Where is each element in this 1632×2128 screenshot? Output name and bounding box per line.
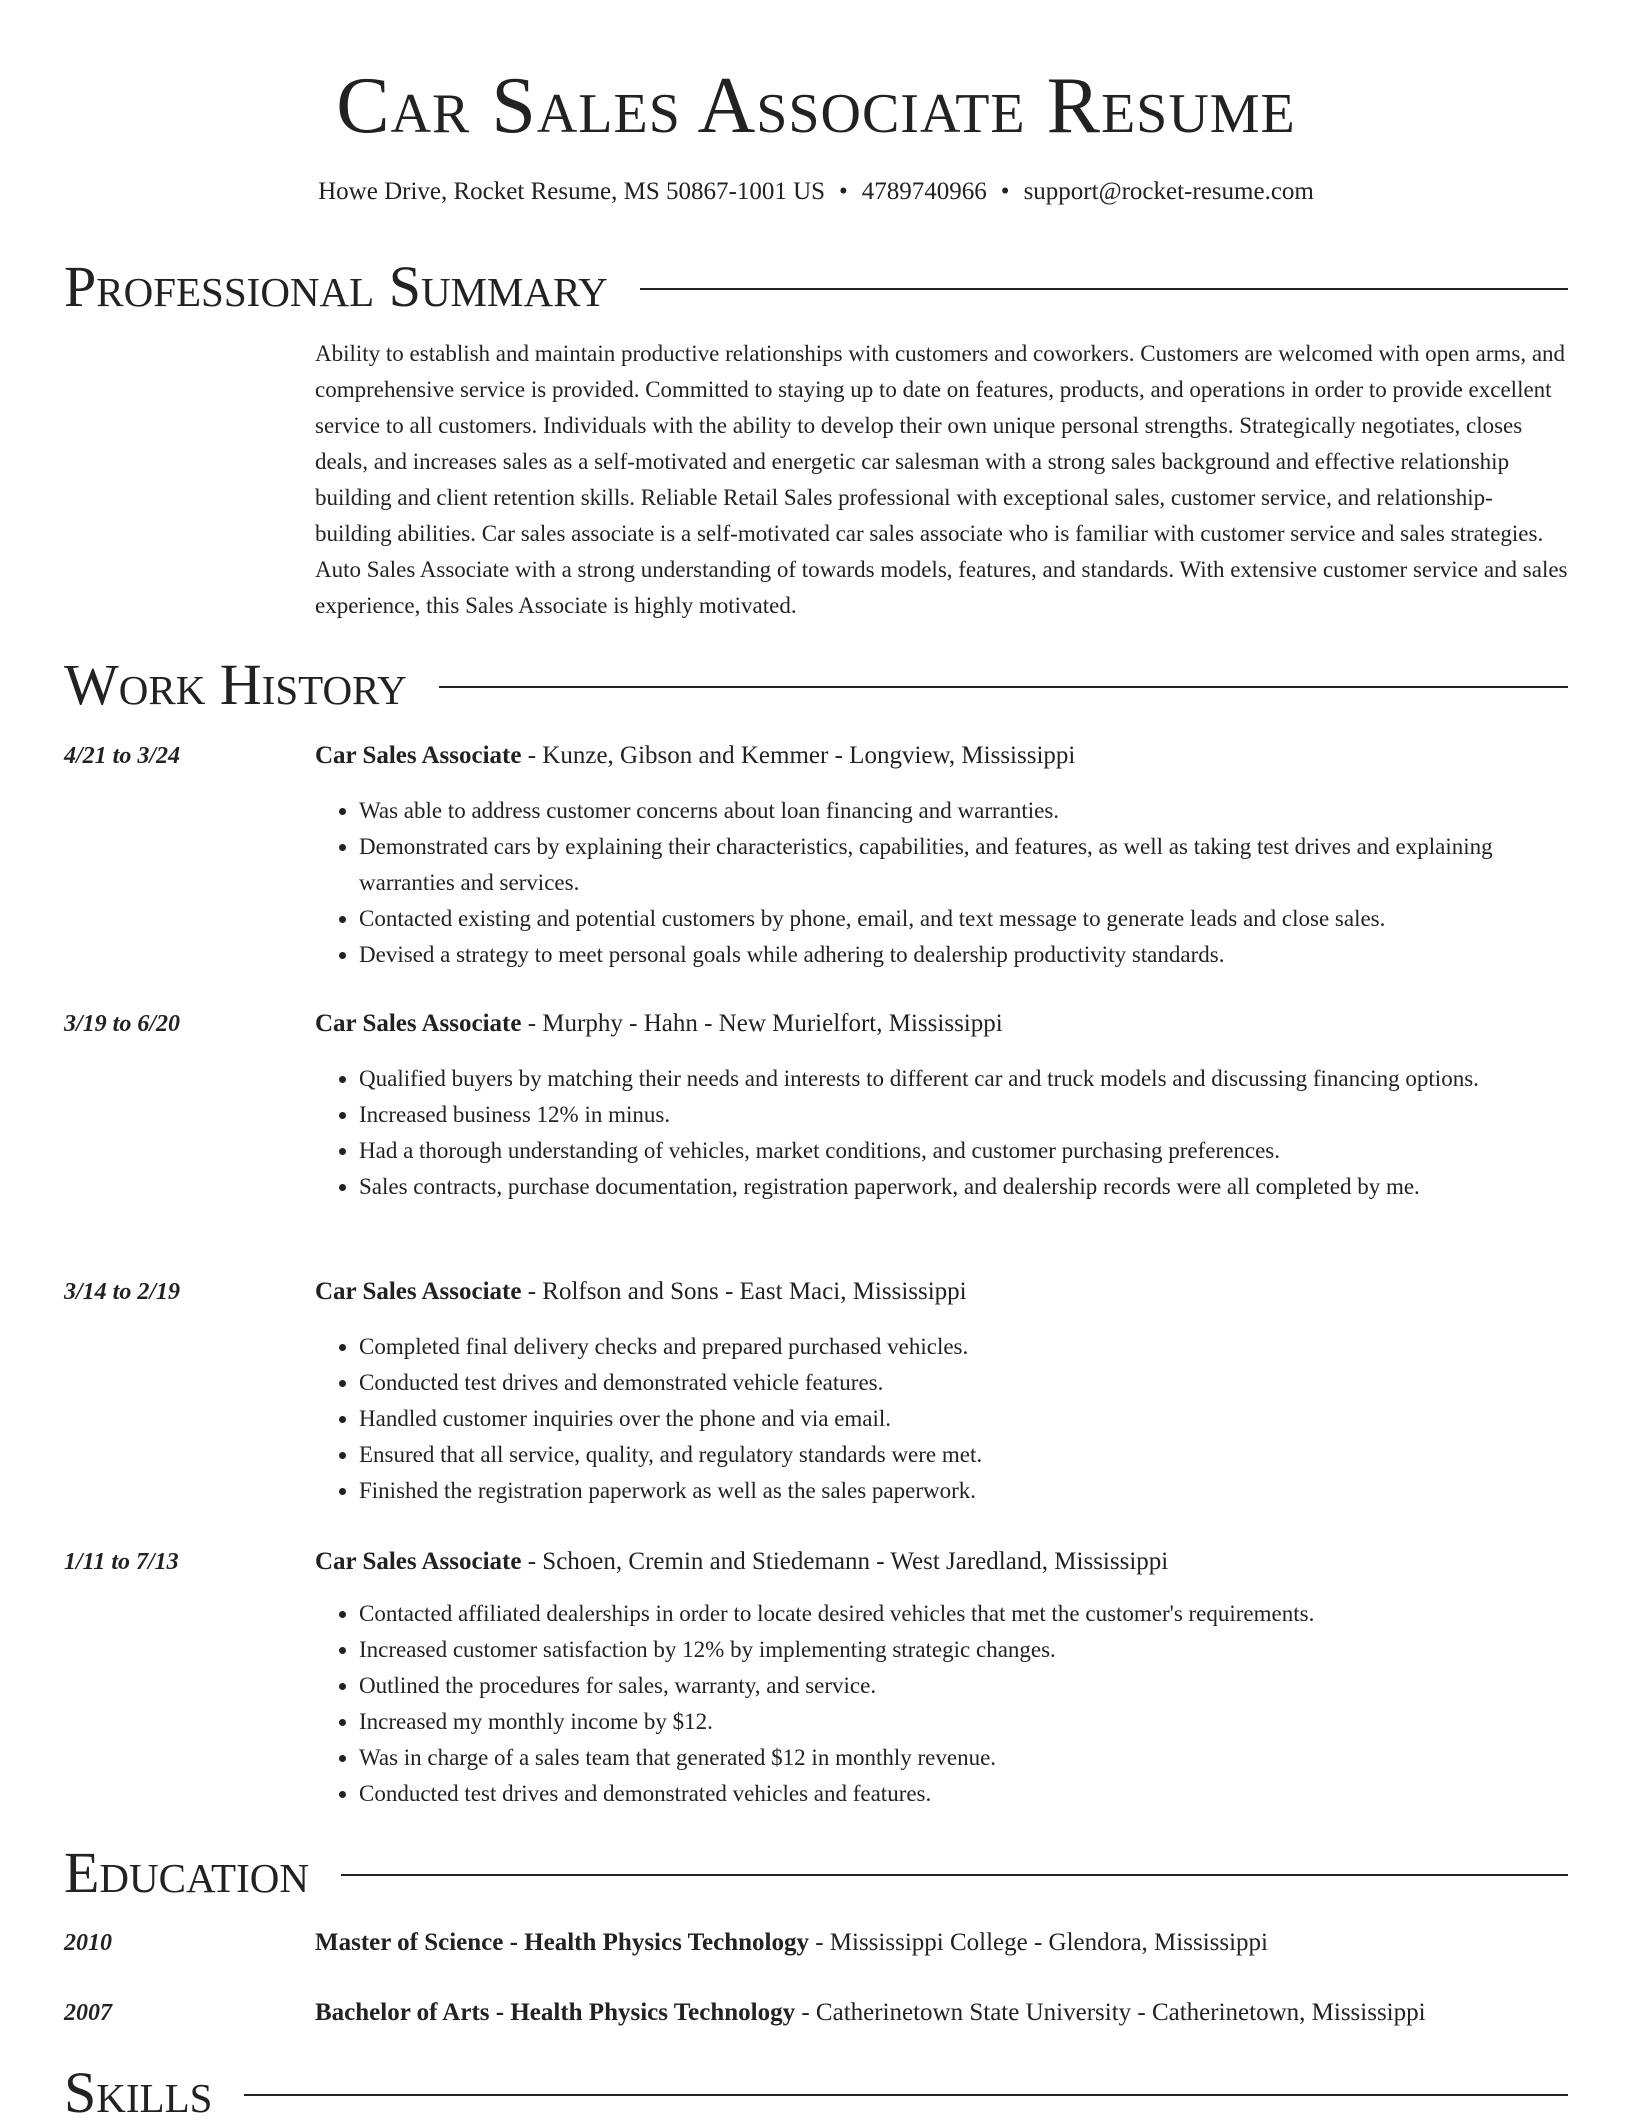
section-title-skills: Skills	[64, 2060, 213, 2125]
job-heading	[315, 1544, 1168, 1580]
job-bullet: • Demonstrated cars by explaining their characteristics, capabilities, and features, as well as taking test drives and explaining warranties and services.	[359, 829, 1568, 901]
job-bullet: • Had a thorough understanding of vehicles, market conditions, and customer purchasing preferences.	[359, 1133, 1568, 1169]
job-employer: - Murphy - Hahn - New Murielfort, Mississippi	[521, 1010, 1003, 1037]
job-heading	[315, 1274, 967, 1310]
job-bullet: • Handled customer inquiries over the phone and via email.	[359, 1401, 1568, 1437]
job-bullets	[315, 1061, 1568, 1205]
contact-email[interactable]: support@rocket-resume.com	[1023, 178, 1314, 205]
job-bullet: • Increased customer satisfaction by 12% by implementing strategic changes.	[359, 1632, 1568, 1668]
job-bullet: • Finished the registration paperwork as well as the sales paperwork.	[359, 1473, 1568, 1509]
job-bullet: • Contacted existing and potential customers by phone, email, and text message to generate leads and close sales.	[359, 901, 1568, 937]
section-header-skills	[64, 2058, 1568, 2128]
job-bullet: • Completed final delivery checks and prepared purchased vehicles.	[359, 1329, 1568, 1365]
job-employer: - Rolfson and Sons - East Maci, Mississippi	[521, 1278, 967, 1305]
contact-separator: •	[839, 178, 848, 205]
job-dates: 3/19 to 6/20	[64, 1011, 181, 1037]
job-bullet: • Outlined the procedures for sales, warranty, and service.	[359, 1668, 1568, 1704]
job-bullet: • Conducted test drives and demonstrated vehicles and features.	[359, 1776, 1568, 1812]
job-bullet: • Increased my monthly income by $12.	[359, 1704, 1568, 1740]
contact-line	[64, 174, 1568, 210]
education-year: 2010	[64, 1930, 112, 1956]
job-title: Car Sales Associate	[315, 1548, 522, 1575]
section-divider	[640, 288, 1568, 290]
summary-text: Ability to establish and maintain productive relationships with customers and coworkers. Customers are welcomed with open arms, and comprehensive service is provided. Committed to staying up to date on features, products, and operations in order to provide excellent service to all customers. Individuals with the ability to develop their own unique personal strengths. Strategically negotiates, closes deals, and increases sales as a self-motivated and energetic car salesman with a strong sales background and effective relationship building and client retention skills. Reliable Retail Sales professional with exceptional sales, customer service, and relationship-building abilities. Car sales associate is a self-motivated car sales associate who is familiar with customer service and sales strategies. Auto Sales Associate with a strong understanding of towards models, features, and standards. With extensive customer service and sales experience, this Sales Associate is highly motivated.	[315, 341, 1568, 618]
contact-phone: 4789740966	[861, 178, 987, 205]
job-bullet: • Increased business 12% in minus.	[359, 1097, 1568, 1133]
job-employer: - Schoen, Cremin and Stiedemann - West Jaredland, Mississippi	[521, 1548, 1169, 1575]
education-heading	[315, 1925, 1268, 1961]
job-bullet: • Was able to address customer concerns about loan financing and warranties.	[359, 793, 1568, 829]
section-divider	[341, 1874, 1568, 1876]
contact-separator: •	[1000, 178, 1010, 205]
job-bullet: • Conducted test drives and demonstrated vehicle features.	[359, 1365, 1568, 1401]
education-school: - Mississippi College - Glendora, Mississippi	[808, 1929, 1268, 1956]
section-title-work: Work History	[64, 652, 407, 717]
job-title: Car Sales Associate	[315, 742, 522, 769]
education-year: 2007	[64, 2000, 112, 2026]
education-degree: Master of Science - Health Physics Technology	[315, 1929, 809, 1956]
section-header-summary	[64, 252, 1568, 322]
section-title-education: Education	[64, 1840, 309, 1905]
job-bullet: • Ensured that all service, quality, and regulatory standards were met.	[359, 1437, 1568, 1473]
job-heading	[315, 738, 1075, 774]
job-bullet: • Contacted affiliated dealerships in order to locate desired vehicles that met the customer's requirements.	[359, 1596, 1568, 1632]
section-header-work	[64, 650, 1568, 720]
job-bullet: • Qualified buyers by matching their needs and interests to different car and truck models and discussing financing options.	[359, 1061, 1568, 1097]
section-divider	[439, 686, 1568, 688]
job-bullet: • Sales contracts, purchase documentation, registration paperwork, and dealership records were all completed by me.	[359, 1169, 1568, 1205]
job-employer: - Kunze, Gibson and Kemmer - Longview, Mississippi	[521, 742, 1076, 769]
resume-title: Car Sales Associate Resume	[336, 62, 1296, 150]
job-title: Car Sales Associate	[315, 1278, 522, 1305]
contact-address: Howe Drive, Rocket Resume, MS 50867-1001 US	[318, 178, 826, 205]
education-heading	[315, 1995, 1426, 2031]
job-dates: 1/11 to 7/13	[64, 1549, 179, 1575]
education-school: - Catherinetown State University - Catherinetown, Mississippi	[795, 1999, 1426, 2026]
job-bullets	[315, 1329, 1568, 1509]
job-bullets	[315, 793, 1568, 973]
job-bullets	[315, 1596, 1568, 1812]
job-bullet: • Was in charge of a sales team that generated $12 in monthly revenue.	[359, 1740, 1568, 1776]
job-bullet: • Devised a strategy to meet personal goals while adhering to dealership productivity standards.	[359, 937, 1568, 973]
education-degree: Bachelor of Arts - Health Physics Technology	[315, 1999, 796, 2026]
section-divider	[244, 2094, 1568, 2096]
job-title: Car Sales Associate	[315, 1010, 522, 1037]
job-heading	[315, 1006, 1003, 1042]
section-title-summary: Professional Summary	[64, 254, 608, 319]
job-dates: 3/14 to 2/19	[64, 1279, 181, 1305]
section-header-education	[64, 1838, 1568, 1908]
job-dates: 4/21 to 3/24	[64, 743, 181, 769]
